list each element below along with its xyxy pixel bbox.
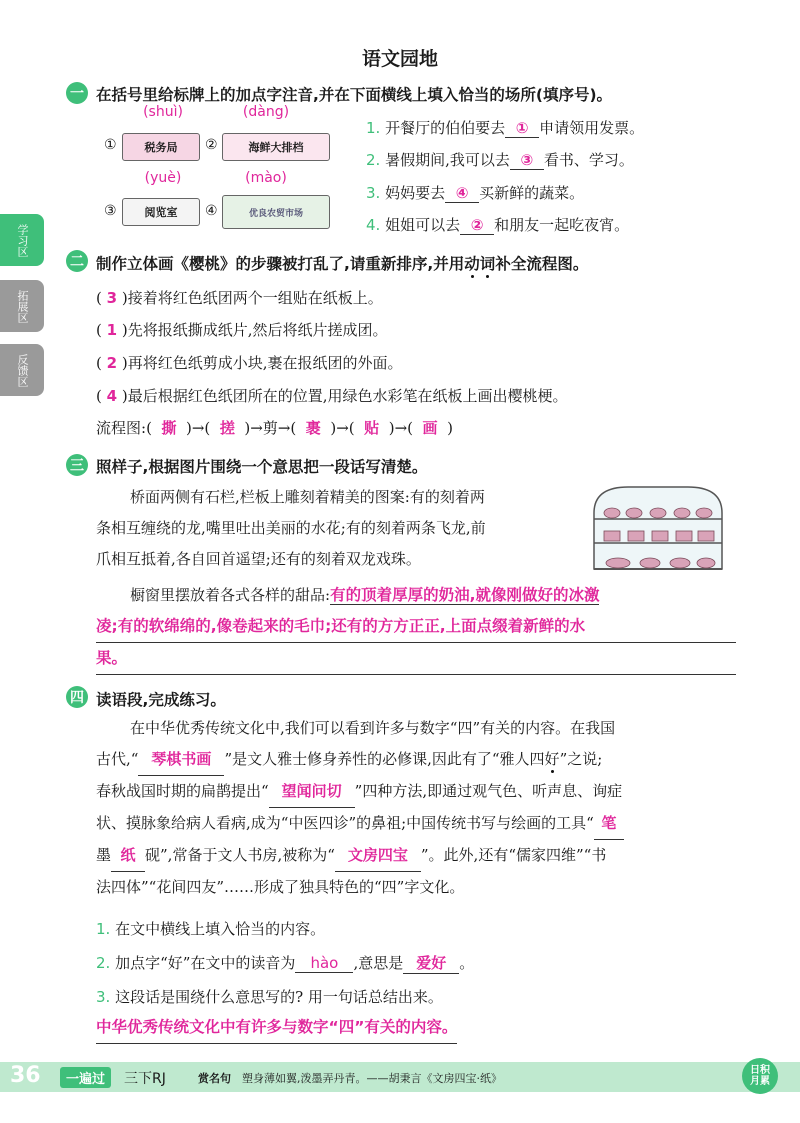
sign-number-3: ③ — [104, 203, 117, 219]
s4-reading-passage: 在中华优秀传统文化中,我们可以看到许多与数字“四”有关的内容。在我国 古代,“ 琴棋书画 ”是文人雅士修身养性的必修课,因此有了“雅人四好”之说; 春秋战国时期的扁鹊提出“ 望闻问切 ”四种方法,即通过观气色、听声息、询症 状、摸脉象给病人看病,成为“中医四诊”的鼻祖;中国传统书写与绘画的工具“ 笔 墨 纸 砚”,常备于文人书房,被称为“ 文房四宝 ”。此外,还有“儒家四维”“书 法四体”“花间四友”……形成了独具特色的“四”字文化。 — [96, 719, 623, 896]
s4-blank-4: 纸 — [111, 840, 145, 872]
section-3-badge: 三 — [66, 454, 88, 476]
section-2-badge: 二 — [66, 250, 88, 272]
s4-question-1: 1. 在文中横线上填入恰当的内容。 — [96, 920, 326, 938]
s2-step-4: ( 4 )最后根据红色纸团所在的位置,用绿色水彩笔在纸板上画出樱桃梗。 — [96, 387, 568, 405]
s3-prompt: 橱窗里摆放着各式各样的甜品: — [130, 586, 331, 604]
s4-blank-5: 文房四宝 — [335, 840, 421, 872]
flow-answer-2: 搓 — [219, 419, 235, 437]
flow-answer-6: 画 — [422, 419, 438, 437]
s4-blank-1: 琴棋书画 — [138, 744, 224, 776]
s3-example-paragraph: 桥面两侧有石栏,栏板上雕刻着精美的图案:有的刻着两 条相互缠绕的龙,嘴里吐出美丽的水花;有的刻着两条飞龙,前 爪相互抵着,各自回首遥望;还有的刻着双龙戏珠。 — [96, 488, 486, 568]
grade-label: 三下RJ — [124, 1071, 166, 1087]
dessert-display-case-illustration — [588, 483, 728, 573]
s3-answer-line-3: 果。 — [96, 643, 736, 675]
section-1-badge: 一 — [66, 82, 88, 104]
sign-number-4: ④ — [205, 203, 218, 219]
s4-question-2: 2. 加点字“好”在文中的读音为 hào ,意思是 爱好 。 — [96, 954, 475, 972]
s4-q2-meaning-answer: 爱好 — [403, 952, 459, 974]
s4-blank-2: 望闻问切 — [269, 776, 355, 808]
section-3-heading: 照样子,根据图片围绕一个意思把一段话写清楚。 — [96, 458, 428, 476]
s1-answer-4: ② — [460, 216, 494, 235]
side-tab-study[interactable]: 学习区 — [0, 214, 44, 266]
s3-answer-block — [96, 580, 736, 675]
s2-step-2: ( 1 )先将报纸撕成纸片,然后将纸片搓成团。 — [96, 321, 388, 339]
s1-item-1: 1. 开餐厅的伯伯要去 ① 申请领用发票。 — [366, 119, 645, 137]
s3-answer-line-2: 凌;有的软绵绵的,像卷起来的毛巾;还有的方方正正,上面点缀着新鲜的水 — [96, 611, 736, 643]
sign-farmers-market — [222, 195, 330, 229]
section-1-heading: 在括号里给标牌上的加点字注音,并在下面横线上填入恰当的场所(填序号)。 — [96, 86, 613, 104]
sign-seafood-stall — [222, 133, 330, 161]
sign-number-1: ① — [104, 137, 117, 153]
sign-farmers-market-text: 优良农贸市场 — [248, 208, 303, 219]
sign-reading-room-text: 阅览室 — [144, 206, 178, 219]
s2-step-3-order: 2 — [106, 354, 118, 372]
page-number: 36 — [10, 1063, 41, 1088]
section-2-heading: 制作立体画《樱桃》的步骤被打乱了,请重新排序,并用动词补全流程图。 — [96, 255, 589, 273]
side-tab-extend[interactable]: 拓展区 — [0, 280, 44, 332]
s1-item-2: 2. 暑假期间,我可以去 ③ 看书、学习。 — [366, 151, 634, 169]
s2-step-3: ( 2 )再将红色纸剪成小块,裹在报纸团的外面。 — [96, 354, 403, 372]
section-4-badge: 四 — [66, 686, 88, 708]
footer-quote: 塑身薄如翼,泼墨弄丹青。——胡秉言《文房四宝·纸》 — [242, 1072, 502, 1085]
s3-answer-line-1: 有的顶着厚厚的奶油,就像刚做好的冰激 — [330, 586, 600, 604]
side-tab-feedback[interactable]: 反馈区 — [0, 344, 44, 396]
s1-answer-3: ④ — [445, 184, 479, 203]
s2-step-1-order: 3 — [106, 289, 118, 307]
flow-answer-4: 裹 — [305, 419, 321, 437]
s2-step-2-order: 1 — [106, 321, 118, 339]
s4-blank-3: 笔 — [594, 808, 624, 840]
pinyin-answer-4: (mào) — [245, 170, 287, 186]
sign-tax-bureau-text: 税务局 — [144, 141, 178, 154]
s4-q2-reading-answer: hào — [295, 954, 353, 973]
sign-tax-bureau — [122, 133, 200, 161]
flow-given-3: 剪 — [262, 419, 278, 437]
s4-q3-answer: 中华优秀传统文化中有许多与数字“四”有关的内容。 — [96, 1012, 457, 1044]
s1-item-4: 4. 姐姐可以去 ② 和朋友一起吃夜宵。 — [366, 216, 630, 234]
s2-flowchart: 流程图:( 撕 )→( 搓 )→剪→( 裹 )→( 贴 )→( 画 ) — [96, 419, 453, 437]
sign-number-2: ② — [205, 137, 218, 153]
brand-logo: 一遍过 — [60, 1067, 111, 1088]
s1-item-3: 3. 妈妈要去 ④ 买新鲜的蔬菜。 — [366, 184, 585, 202]
pinyin-answer-2: (dàng) — [242, 104, 290, 120]
quote-label: 赏名句 — [198, 1072, 231, 1085]
pinyin-answer-3: (yuè) — [144, 170, 182, 186]
page-title: 语文园地 — [361, 48, 438, 70]
flow-answer-5: 贴 — [364, 419, 380, 437]
daily-accumulation-logo: 日积月累 — [742, 1058, 778, 1094]
section-4-heading: 读语段,完成练习。 — [96, 691, 226, 709]
s2-step-1: ( 3 )接着将红色纸团两个一组贴在纸板上。 — [96, 289, 383, 307]
sign-reading-room — [122, 198, 200, 226]
flow-answer-1: 撕 — [161, 419, 177, 437]
s4-question-3: 3. 这段话是围绕什么意思写的? 用一句话总结出来。 — [96, 988, 443, 1006]
s1-answer-2: ③ — [510, 151, 544, 170]
sign-seafood-stall-text: 海鲜大排档 — [248, 141, 304, 154]
pinyin-answer-1: (shuì) — [143, 104, 183, 120]
s2-step-4-order: 4 — [106, 387, 118, 405]
s1-answer-1: ① — [505, 119, 539, 138]
